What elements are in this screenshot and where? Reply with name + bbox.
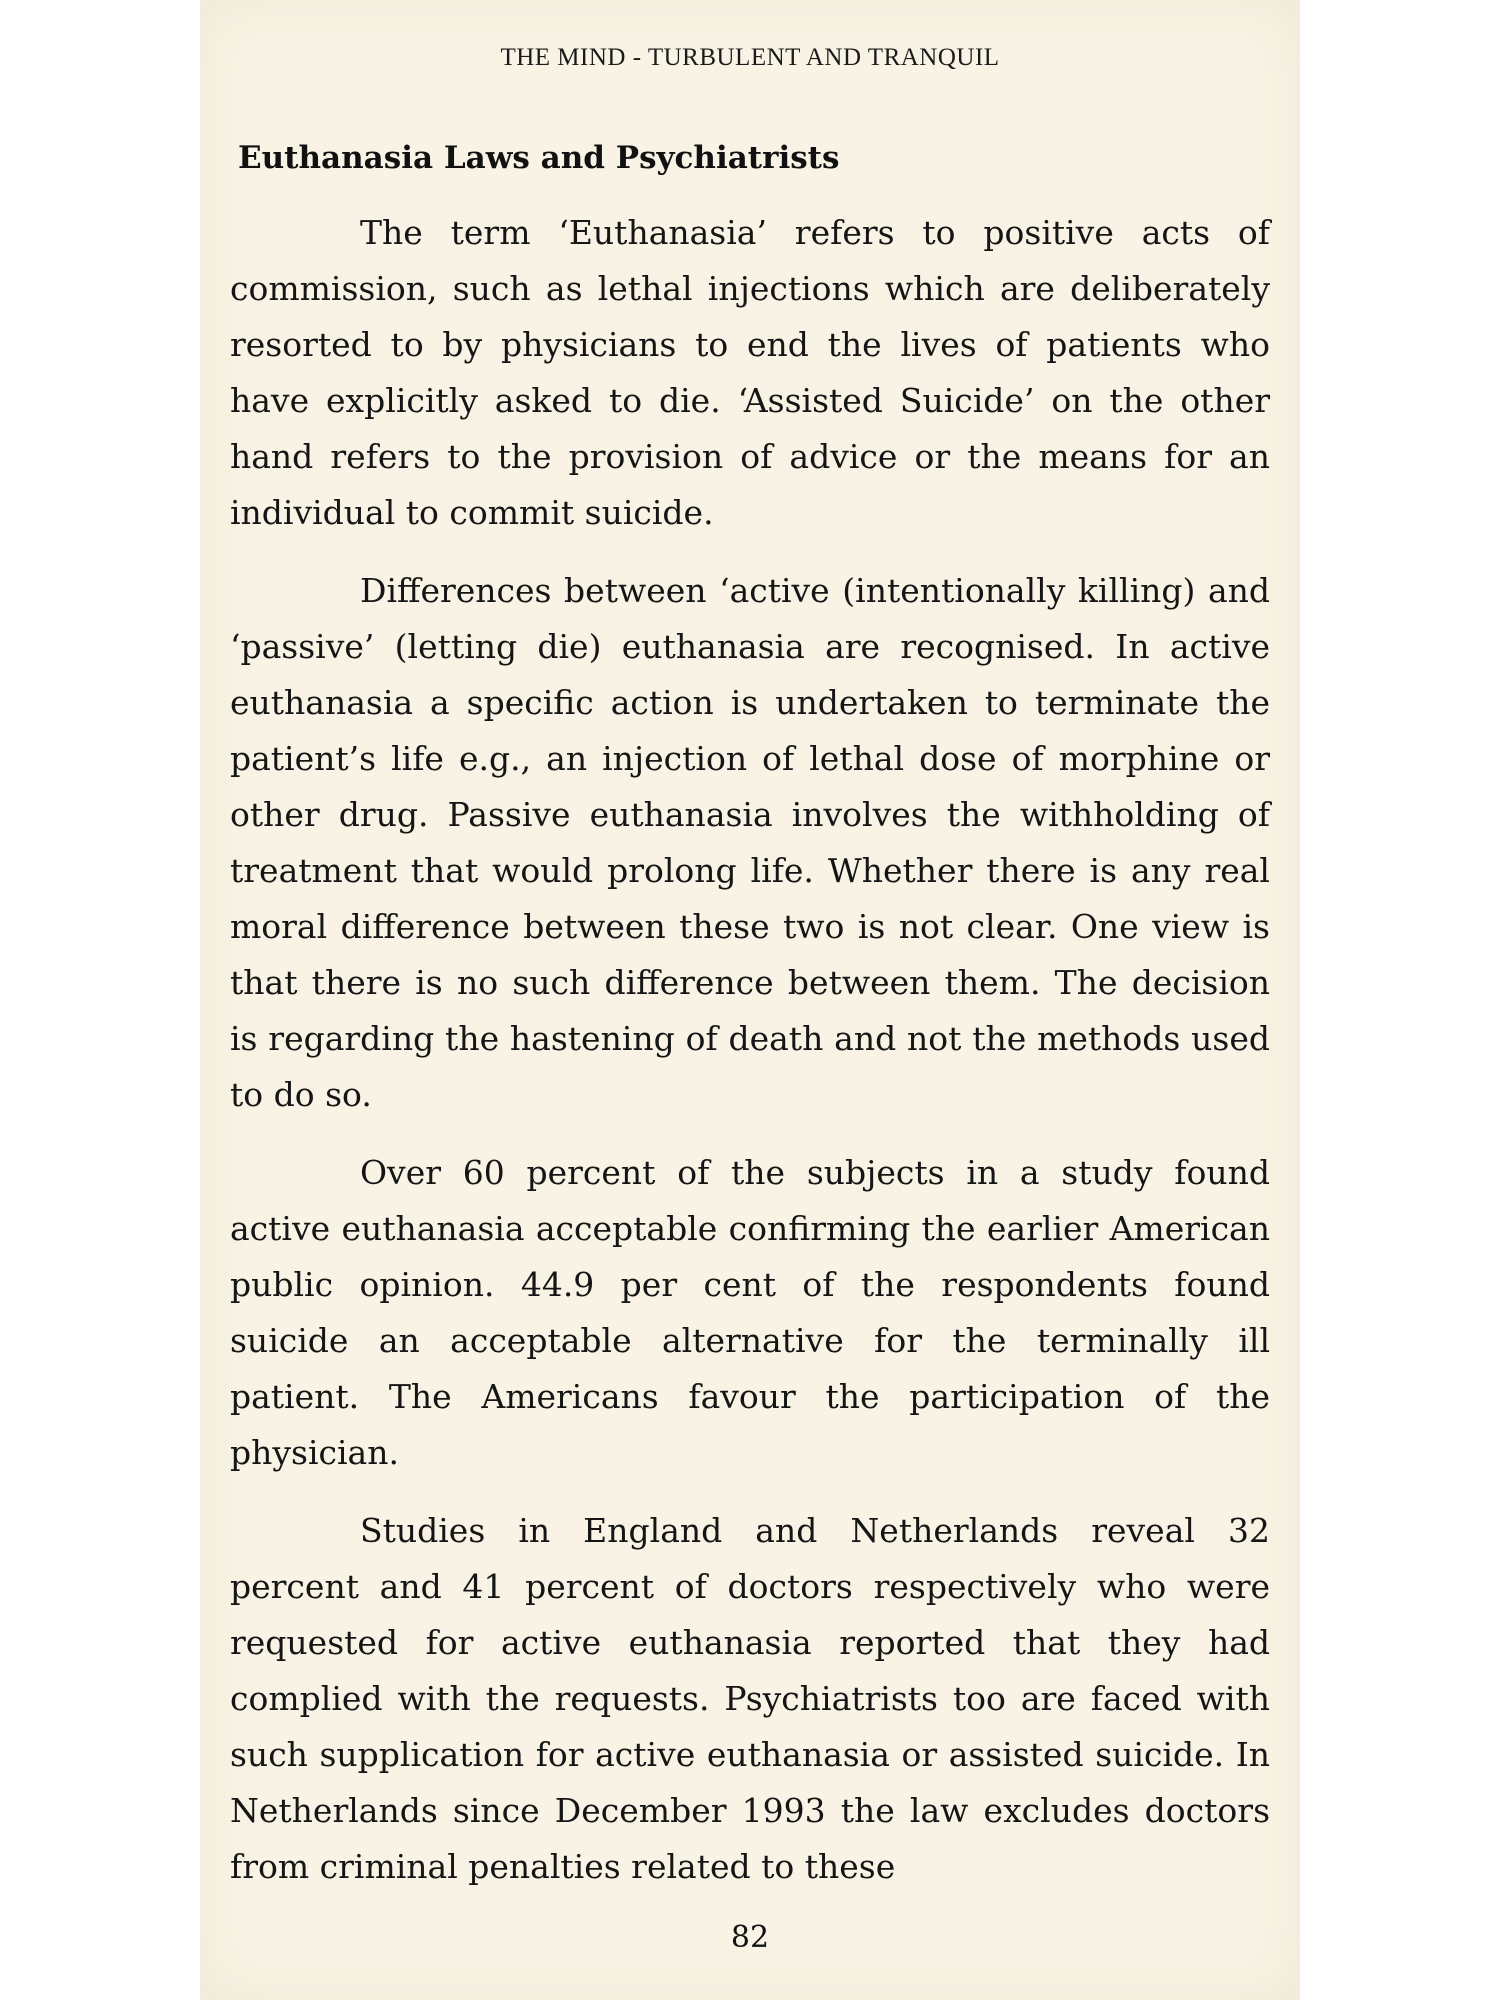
page-number: 82 <box>730 1920 770 1955</box>
paragraph: Studies in England and Netherlands reveal 32 percent and 41 percent of doctors respectively who were requested for active euthanasia reported that they had complied with the requests. Psychiatrists too are faced with such supplication for active euthanasia or assisted suicide. In Netherlands since December 1993 the law excludes doctors from criminal penalties related to these <box>230 1511 1270 1886</box>
running-head: THE MIND - TURBULENT AND TRANQUIL <box>500 44 1000 71</box>
section-title: Euthanasia Laws and Psychiatrists <box>238 140 840 176</box>
paragraph: Differences between ‘active (intentionally killing) and ‘passive’ (letting die) euthanasia are recognised. In active euthanasia a specific action is undertaken to terminate the patient’s life e.g., an injection of lethal dose of morphine or other drug. Passive euthanasia involves the withholding of treatment that would prolong life. Whether there is any real moral difference between these two is not clear. One view is that there is no such difference between them. The decision is regarding the hastening of death and not the methods used to do so. <box>230 571 1270 1114</box>
body-text <box>230 205 1270 1917</box>
paragraph: The term ‘Euthanasia’ refers to positive acts of commission, such as lethal injections which are deliberately resorted to by physicians to end the lives of patients who have explicitly asked to die. ‘Assisted Suicide’ on the other hand refers to the provision of advice or the means for an individual to commit suicide. <box>230 213 1270 532</box>
book-page <box>200 0 1300 2000</box>
paragraph: Over 60 percent of the subjects in a study found active euthanasia acceptable confirming the earlier American public opinion. 44.9 per cent of the respondents found suicide an acceptable alternative for the terminally ill patient. The Americans favour the participation of the physician. <box>230 1153 1270 1472</box>
